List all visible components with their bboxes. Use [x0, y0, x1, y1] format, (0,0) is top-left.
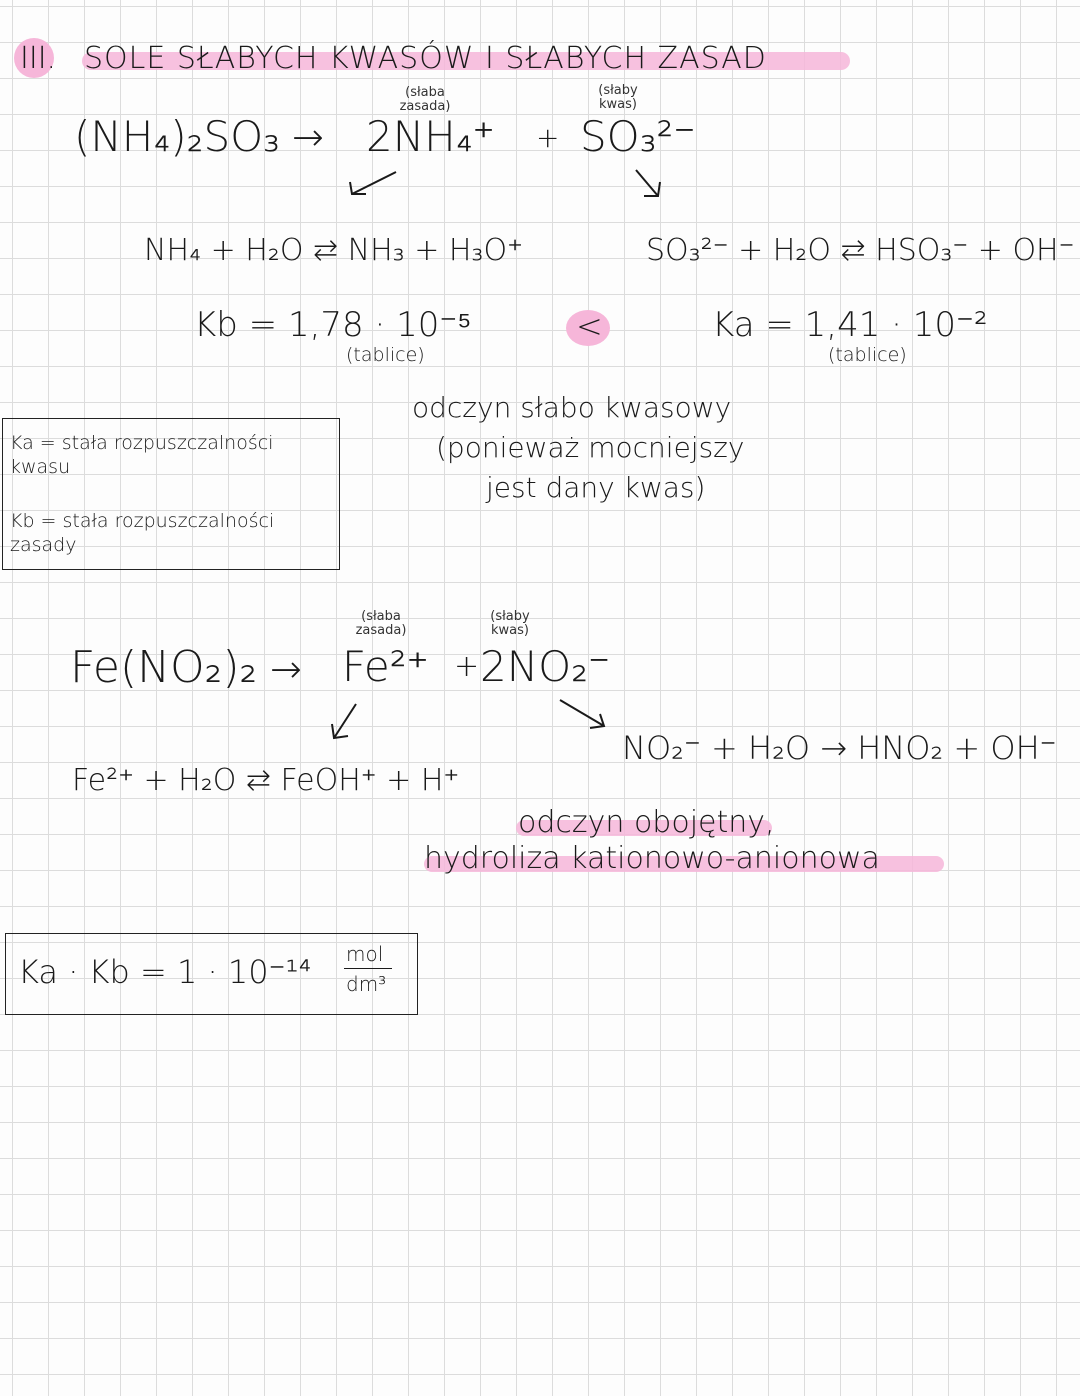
ex1-ka-source: (tablice): [828, 344, 907, 366]
ex1-plus: +: [536, 121, 560, 154]
ex1-arrow-left: [344, 168, 404, 198]
ex2-cation: Fe²⁺: [342, 642, 429, 691]
ex1-conclusion-3: jest dany kwas): [486, 471, 706, 504]
ex2-anion-note: (słaby kwas): [490, 609, 530, 638]
ex1-kb-source: (tablice): [346, 344, 425, 366]
ex2-arrow-right: [556, 696, 612, 732]
section-numeral: III.: [20, 41, 57, 76]
ex1-anion: SO₃²⁻: [580, 112, 696, 161]
ex1-arrow: →: [292, 115, 324, 159]
ex1-salt: (NH₄)₂SO₃: [74, 112, 281, 161]
ex1-anion-note: (słaby kwas): [598, 83, 638, 112]
legend-ka: Ka = stała rozpuszczalności kwasu: [10, 432, 274, 478]
formula-unit-bar: [344, 968, 392, 969]
ex2-plus: +: [454, 649, 480, 684]
ex2-anion: 2NO₂⁻: [480, 642, 611, 691]
section-title: SOLE SŁABYCH KWASÓW I SŁABYCH ZASAD: [84, 41, 767, 76]
ex1-arrow-right: [630, 166, 670, 202]
ex2-arrow: →: [270, 647, 302, 691]
ex2-salt: Fe(NO₂)₂: [70, 642, 258, 693]
ex1-compare: <: [576, 307, 603, 345]
ex2-reaction-right: NO₂⁻ + H₂O → HNO₂ + OH⁻: [622, 729, 1057, 767]
ex2-conclusion-2: hydroliza kationowo-anionowa: [424, 841, 880, 876]
ex1-reaction-left: NH₄ + H₂O ⇆ NH₃ + H₃O⁺: [144, 233, 523, 268]
formula-unit-den: dm³: [346, 972, 387, 996]
formula-expr: Ka · Kb = 1 · 10⁻¹⁴: [18, 953, 312, 991]
ex1-cation-note: (słaba zasada): [399, 85, 451, 114]
ex1-kb: Kb = 1,78 · 10⁻⁵: [194, 305, 472, 345]
formula-unit-num: mol: [346, 942, 384, 966]
ex2-arrow-left: [326, 700, 366, 744]
ex1-ka: Ka = 1,41 · 10⁻²: [712, 305, 988, 345]
ex2-conclusion-1: odczyn obojętny,: [518, 805, 775, 840]
ex2-cation-note: (słaba zasada): [355, 609, 407, 638]
ex1-conclusion-1: odczyn słabo kwasowy: [412, 391, 732, 424]
ex1-reaction-right: SO₃²⁻ + H₂O ⇄ HSO₃⁻ + OH⁻: [646, 233, 1075, 268]
ex2-reaction-left: Fe²⁺ + H₂O ⇆ FeOH⁺ + H⁺: [72, 763, 460, 798]
ex1-cation: 2NH₄⁺: [366, 112, 495, 161]
legend-kb: Kb = stała rozpuszczalności zasady: [10, 510, 275, 556]
ex1-conclusion-2: (ponieważ mocniejszy: [436, 431, 745, 464]
